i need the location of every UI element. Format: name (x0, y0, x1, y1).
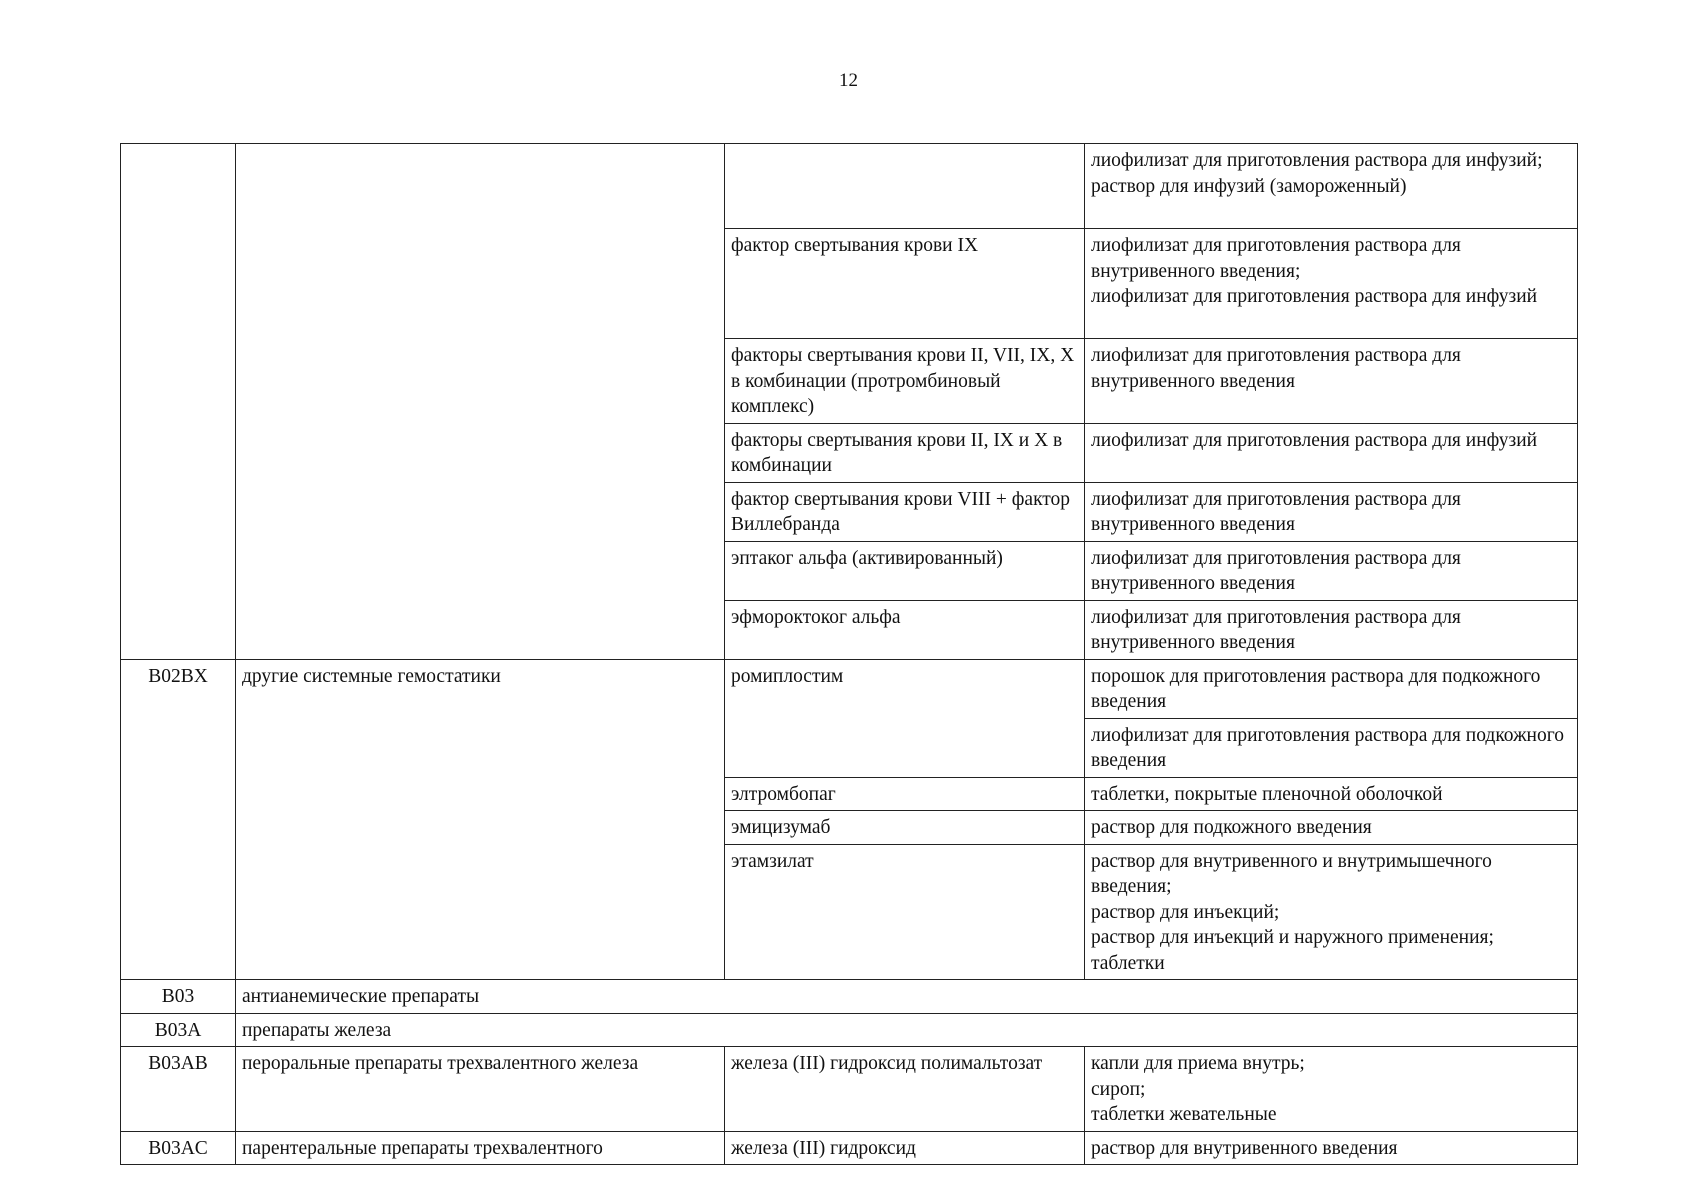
form-cell: раствор для внутривенного введения (1085, 1131, 1578, 1165)
page-number: 12 (839, 70, 858, 91)
atc-code-cell: B03AC (121, 1131, 236, 1165)
form-cell: капли для приема внутрь; сироп; таблетки жевательные (1085, 1047, 1578, 1132)
drug-cell: железа (III) гидроксид (725, 1131, 1085, 1165)
table-row (121, 1013, 1578, 1047)
atc-code-cell (121, 144, 236, 660)
table-row (121, 1047, 1578, 1132)
form-cell: лиофилизат для приготовления раствора для инфузий; раствор для инфузий (замороженный) (1085, 144, 1578, 229)
group-cell: другие системные гемостатики (236, 659, 725, 980)
drug-cell: ромиплостим (725, 659, 1085, 777)
form-cell: лиофилизат для приготовления раствора для внутривенного введения; лиофилизат для приготовления раствора для инфузий (1085, 229, 1578, 339)
form-cell: лиофилизат для приготовления раствора для внутривенного введения (1085, 339, 1578, 424)
drug-cell: железа (III) гидроксид полимальтозат (725, 1047, 1085, 1132)
form-cell: лиофилизат для приготовления раствора для инфузий (1085, 423, 1578, 482)
atc-code-cell: B03AB (121, 1047, 236, 1132)
atc-code-cell: B03A (121, 1013, 236, 1047)
group-cell: пероральные препараты трехвалентного железа (236, 1047, 725, 1132)
drug-cell (725, 144, 1085, 229)
drug-table (120, 143, 1578, 1165)
group-cell: парентеральные препараты трехвалентного (236, 1131, 725, 1165)
form-cell: таблетки, покрытые пленочной оболочкой (1085, 777, 1578, 811)
drug-cell: элтромбопаг (725, 777, 1085, 811)
atc-code-cell: B02BX (121, 659, 236, 980)
drug-cell: эмицизумаб (725, 811, 1085, 845)
form-cell: лиофилизат для приготовления раствора для внутривенного введения (1085, 482, 1578, 541)
group-cell: препараты железа (236, 1013, 1578, 1047)
drug-cell: фактор свертывания крови IX (725, 229, 1085, 339)
form-cell: лиофилизат для приготовления раствора для внутривенного введения (1085, 541, 1578, 600)
drug-cell: эптаког альфа (активированный) (725, 541, 1085, 600)
drug-cell: факторы свертывания крови II, IX и X в комбинации (725, 423, 1085, 482)
form-cell: раствор для внутривенного и внутримышечного введения; раствор для инъекций; раствор для инъекций и наружного применения; таблетки (1085, 844, 1578, 980)
atc-code-cell: B03 (121, 980, 236, 1014)
drug-cell: факторы свертывания крови II, VII, IX, X в комбинации (протромбиновый комплекс) (725, 339, 1085, 424)
table-row (121, 659, 1578, 718)
group-cell (236, 144, 725, 660)
table-row (121, 980, 1578, 1014)
form-cell: раствор для подкожного введения (1085, 811, 1578, 845)
drug-cell: эфмороктоког альфа (725, 600, 1085, 659)
table-row (121, 1131, 1578, 1165)
drug-cell: этамзилат (725, 844, 1085, 980)
table-row (121, 144, 1578, 229)
drug-cell: фактор свертывания крови VIII + фактор Виллебранда (725, 482, 1085, 541)
form-cell: лиофилизат для приготовления раствора для подкожного введения (1085, 718, 1578, 777)
group-cell: антианемические препараты (236, 980, 1578, 1014)
form-cell: лиофилизат для приготовления раствора для внутривенного введения (1085, 600, 1578, 659)
form-cell: порошок для приготовления раствора для подкожного введения (1085, 659, 1578, 718)
